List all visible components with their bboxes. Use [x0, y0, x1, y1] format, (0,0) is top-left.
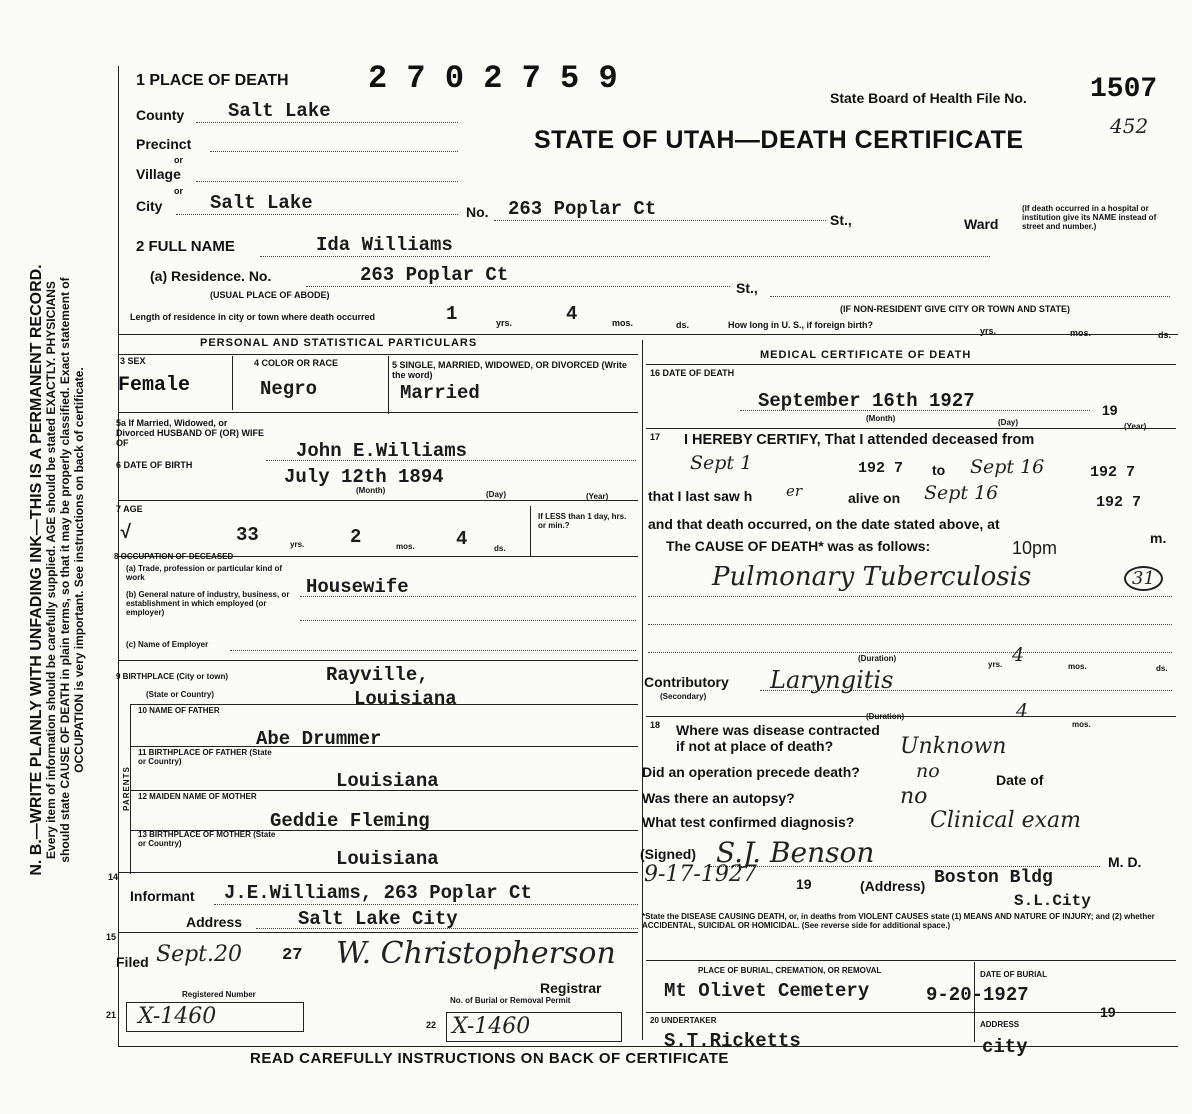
or-text-2: or — [174, 186, 183, 196]
field-number-21: 21 — [106, 1010, 117, 1020]
occupation-line — [300, 596, 636, 597]
personal-heading-line — [118, 354, 638, 355]
line-932 — [118, 932, 638, 933]
informant-line — [214, 904, 638, 905]
cause-label: The CAUSE OF DEATH* was as follows: — [666, 538, 931, 554]
informant-address-line — [256, 928, 638, 929]
duration-1: 4 — [1012, 644, 1025, 666]
precinct-label: Precinct — [136, 136, 192, 152]
spouse-label: 5a If Married, Widowed, or Divorced HUSBAND OF (OR) WIFE OF — [116, 418, 265, 448]
registrar-signature: W. Christopherson — [336, 936, 616, 971]
test-label: What test confirmed diagnosis? — [642, 814, 855, 830]
duration-2: 4 — [1016, 700, 1029, 722]
signature-line — [710, 866, 1100, 867]
sidebar-line-2: Every item of information should be carefully supplied. AGE should be stated EXACTLY. PHYSICIANS — [44, 281, 58, 859]
mos-label: mos. — [612, 318, 634, 328]
burial-place: Mt Olivet Cemetery — [664, 980, 870, 1002]
duration-mos-label: mos. — [1068, 662, 1087, 671]
duration-label-1: (Duration) — [858, 654, 897, 663]
informant-label: Informant — [130, 888, 195, 904]
sex-label: 3 SEX — [120, 356, 146, 366]
parents-label: PARENTS — [121, 766, 131, 811]
section-line-top — [118, 334, 1178, 335]
duration-yrs-label: yrs. — [988, 660, 1003, 669]
informant-address: Salt Lake City — [298, 908, 458, 930]
line-704 — [130, 704, 638, 705]
city-line — [176, 214, 458, 215]
marital-value: Married — [400, 382, 480, 404]
father-value: Abe Drummer — [256, 728, 382, 750]
burial-place-label: PLACE OF BURIAL, CREMATION, OR REMOVAL — [698, 966, 882, 975]
file-number-handwritten: 452 — [1110, 114, 1149, 138]
or-text-1: or — [174, 155, 183, 165]
employer-line — [230, 650, 636, 651]
duration-label-2: (Duration) — [866, 712, 905, 721]
personal-heading: PERSONAL AND STATISTICAL PARTICULARS — [200, 337, 478, 349]
field-number-18: 18 — [650, 720, 661, 730]
operation-value: no — [916, 760, 940, 782]
less-than-day-label: If LESS than 1 day, hrs. or min.? — [538, 512, 627, 530]
contributory-label: Contributory — [644, 674, 729, 690]
registered-number-label: Registered Number — [182, 990, 256, 999]
line-660 — [118, 660, 638, 661]
burial-date-label: DATE OF BURIAL — [980, 970, 1047, 979]
yrs-label: yrs. — [496, 318, 513, 328]
occupation-a-label: (a) Trade, profession or particular kind of work — [126, 564, 283, 582]
autopsy-value: no — [900, 784, 928, 809]
street-value: 263 Poplar Ct — [508, 198, 657, 220]
mother-birthplace-label: 13 BIRTHPLACE OF MOTHER (State or Country) — [138, 830, 276, 848]
ward-note: (If death occurred in a hospital or institution give its NAME instead of street and number.) — [1022, 204, 1157, 231]
dod-month-caption: (Month) — [866, 414, 896, 423]
spouse-line — [266, 460, 636, 461]
center-divider — [642, 340, 643, 1040]
signed-19: 19 — [796, 876, 812, 892]
full-name-line — [260, 256, 990, 257]
divider-age — [530, 506, 531, 556]
undertaker-address: city — [982, 1036, 1028, 1058]
residence-st-label: St., — [736, 280, 758, 296]
street-no-label: No. — [466, 204, 489, 220]
line-960 — [646, 960, 1176, 961]
line-412 — [118, 412, 638, 413]
certificate-number: 2 7 0 2 7 5 9 — [368, 60, 618, 97]
burial-19: 19 — [1100, 1004, 1116, 1020]
where-contracted-label-2: if not at place of death? — [676, 738, 834, 754]
date-of-death-value: September 16th 1927 — [758, 390, 975, 412]
alive-on-label: alive on — [848, 490, 901, 506]
where-contracted-label: Where was disease contracted — [676, 722, 880, 738]
age-years: 33 — [236, 524, 259, 546]
attended-to: Sept 16 — [970, 456, 1045, 478]
birth-state: Louisiana — [354, 688, 457, 710]
mother-birthplace: Louisiana — [336, 848, 439, 870]
birth-city: Rayville, — [326, 664, 429, 686]
undertaker-address-label: ADDRESS — [980, 1020, 1020, 1029]
county-value: Salt Lake — [228, 100, 331, 122]
village-label: Village — [136, 166, 181, 182]
mos-label-2: mos. — [1070, 328, 1092, 338]
last-saw-date: Sept 16 — [924, 482, 999, 504]
occupation-b-label: (b) General nature of industry, business, or establishment in which employed (or employer) — [126, 590, 290, 617]
father-birthplace-label: 11 BIRTHPLACE OF FATHER (State or Country) — [138, 748, 272, 766]
sidebar-line-3: should state CAUSE OF DEATH in plain terms, so that it may be properly classified. Exact statement of — [58, 277, 72, 863]
sidebar-line-4: OCCUPATION is very important. See instructions on back of certificate. — [72, 367, 86, 773]
cause-line-1 — [648, 596, 1172, 597]
contributory-value: Laryngitis — [770, 666, 894, 694]
to-label: to — [932, 462, 946, 478]
residence-label: (a) Residence. No. — [150, 268, 272, 284]
file-no-label: State Board of Health File No. — [830, 90, 1027, 106]
dod-year-caption: (Year) — [1124, 422, 1147, 431]
father-birthplace: Louisiana — [336, 770, 439, 792]
divider-color — [388, 356, 389, 414]
age-ds-label: ds. — [494, 544, 506, 553]
attended-to-year: 192 7 — [1090, 464, 1136, 481]
medical-footnote: *State the DISEASE CAUSING DEATH, or, in deaths from VIOLENT CAUSES state (1) MEANS AND NATURE OF INJURY; and (2) whether ACCIDENTAL, SUICIDAL OR HOMICIDAL. (See reverse side for additional space.) — [642, 912, 1155, 930]
cause-value: Pulmonary Tuberculosis — [712, 562, 1032, 592]
precinct-line — [210, 151, 458, 152]
occupation-label: 8 OCCUPATION OF DECEASED — [114, 552, 234, 561]
age-label: 7 AGE — [116, 504, 143, 514]
duration-ds-label: ds. — [1156, 664, 1168, 673]
full-name-value: Ida Williams — [316, 234, 453, 256]
line-1012 — [646, 1012, 1176, 1013]
father-label: 10 NAME OF FATHER — [138, 706, 220, 715]
medical-heading-line — [646, 364, 1176, 365]
date-of-death-line — [740, 410, 1090, 411]
age-check-mark: √ — [120, 522, 132, 544]
place-of-death-label: 1 PLACE OF DEATH — [136, 72, 289, 89]
registrar-label: Registrar — [540, 980, 602, 996]
date-of-death-19: 19 — [1102, 402, 1118, 418]
attended-from-year: 192 7 — [858, 460, 904, 477]
dob-value: July 12th 1894 — [284, 466, 444, 488]
cause-line-2 — [648, 624, 1172, 625]
dob-year-caption: (Year) — [586, 492, 609, 501]
dob-label: 6 DATE OF BIRTH — [116, 460, 193, 470]
informant-address-label: Address — [186, 914, 243, 930]
color-label: 4 COLOR OR RACE — [254, 358, 339, 368]
file-number: 1507 — [1090, 74, 1158, 105]
attended-from: Sept 1 — [690, 452, 753, 474]
test-value: Clinical exam — [930, 808, 1081, 833]
physician-address: Boston Bldg — [934, 868, 1053, 888]
margin-instructions — [30, 70, 90, 1070]
undertaker-value: S.T.Ricketts — [664, 1030, 801, 1052]
line-428 — [646, 428, 1176, 429]
dob-day-caption: (Day) — [486, 490, 507, 499]
cause-code: 31 — [1124, 566, 1163, 591]
time-of-death: 10pm — [1012, 538, 1058, 558]
undertaker-label: 20 UNDERTAKER — [650, 1016, 717, 1025]
residence-line-2 — [770, 296, 1170, 297]
certify-text: I HEREBY CERTIFY, That I attended deceased from — [684, 432, 1035, 448]
md-label: M. D. — [1108, 854, 1142, 870]
sidebar-line-1: N. B.—WRITE PLAINLY WITH UNFADING INK—THIS IS A PERMANENT RECORD. — [28, 264, 45, 876]
field-number-15: 15 — [106, 932, 117, 942]
field-number-22: 22 — [426, 1020, 437, 1030]
usual-abode-label: (USUAL PLACE OF ABODE) — [210, 290, 330, 300]
filed-date: Sept.20 — [156, 942, 243, 967]
medical-heading: MEDICAL CERTIFICATE OF DEATH — [760, 349, 972, 361]
ds-label: ds. — [676, 320, 690, 330]
field-number-17: 17 — [650, 432, 661, 442]
line-716 — [646, 716, 1176, 717]
county-line — [196, 122, 458, 123]
yrs-label-2: yrs. — [980, 326, 997, 336]
residence-months: 4 — [566, 303, 578, 325]
birthplace-label: 9 BIRTHPLACE (City or town) — [116, 672, 228, 681]
duration-mos-label-2: mos. — [1072, 720, 1091, 729]
permit-label: No. of Burial or Removal Permit — [450, 996, 571, 1005]
filed-year: 27 — [282, 946, 303, 965]
village-line — [196, 181, 458, 182]
dob-month-caption: (Month) — [356, 486, 386, 495]
county-label: County — [136, 107, 185, 123]
nonresident-note: (IF NON-RESIDENT GIVE CITY OR TOWN AND STATE) — [840, 304, 1071, 314]
length-residence-label: Length of residence in city or town where death occurred — [130, 312, 376, 322]
autopsy-label: Was there an autopsy? — [642, 790, 795, 806]
ward-label: Ward — [964, 216, 999, 232]
operation-label: Did an operation precede death? — [642, 764, 860, 780]
physician-address-2: S.L.City — [1014, 892, 1091, 910]
last-saw-label: that I last saw h — [648, 488, 753, 504]
mother-label: 12 MAIDEN NAME OF MOTHER — [138, 792, 257, 801]
last-saw-her: er — [786, 482, 803, 500]
contributory-line — [760, 690, 1172, 691]
divider-sex — [232, 356, 233, 410]
sex-value: Female — [118, 374, 191, 397]
line-872 — [118, 872, 638, 873]
residence-line — [306, 286, 730, 287]
residence-value: 263 Poplar Ct — [360, 264, 509, 286]
spouse-value: John E.Williams — [296, 440, 468, 462]
age-yrs-label: yrs. — [290, 540, 305, 549]
dod-day-caption: (Day) — [998, 418, 1019, 427]
informant-value: J.E.Williams, 263 Poplar Ct — [224, 882, 532, 904]
physician-address-label: (Address) — [860, 878, 926, 894]
date-of-death-label: 16 DATE OF DEATH — [650, 368, 735, 378]
us-residence-label: How long in U. S., if foreign birth? — [728, 320, 873, 330]
occupation-value: Housewife — [306, 576, 409, 598]
certificate-title: STATE OF UTAH—DEATH CERTIFICATE — [534, 126, 1024, 154]
age-months: 2 — [350, 526, 362, 548]
field-number-14: 14 — [108, 872, 119, 882]
employer-label: (c) Name of Employer — [126, 640, 209, 649]
st-label: St., — [830, 212, 852, 228]
ds-label-2: ds. — [1158, 330, 1172, 340]
street-line — [494, 220, 826, 221]
line-746 — [130, 746, 638, 747]
city-value: Salt Lake — [210, 192, 313, 214]
line-790 — [130, 790, 638, 791]
footer-instructions: READ CAREFULLY INSTRUCTIONS ON BACK OF CERTIFICATE — [250, 1050, 729, 1067]
full-name-label: 2 FULL NAME — [136, 238, 235, 255]
last-saw-year: 192 7 — [1096, 494, 1142, 511]
line-500 — [118, 500, 638, 501]
marital-label: 5 SINGLE, MARRIED, WIDOWED, OR DIVORCED (Write the word) — [392, 360, 627, 380]
where-contracted: Unknown — [900, 734, 1007, 759]
signed-label: (Signed) — [640, 846, 696, 862]
signed-date: 9-17-1927 — [644, 862, 757, 887]
filed-label: Filed — [116, 954, 149, 970]
operation-date-label: Date of — [996, 772, 1044, 788]
age-mos-label: mos. — [396, 542, 415, 551]
residence-years: 1 — [446, 303, 458, 325]
color-value: Negro — [260, 378, 318, 400]
birth-state-label: (State or Country) — [146, 690, 214, 699]
occupation-b-line — [300, 620, 636, 621]
age-days: 4 — [456, 528, 468, 550]
m-label: m. — [1150, 530, 1167, 546]
death-occurred-label: and that death occurred, on the date stated above, at — [648, 516, 1000, 532]
mother-value: Geddie Fleming — [270, 810, 430, 832]
city-label: City — [136, 198, 163, 214]
burial-date: 9-20-1927 — [926, 984, 1029, 1006]
secondary-label: (Secondary) — [660, 692, 707, 701]
cause-line-3 — [648, 652, 1172, 653]
permit-number: X-1460 — [452, 1014, 531, 1039]
physician-signature: S.J. Benson — [716, 836, 875, 869]
registered-number: X-1460 — [138, 1004, 217, 1029]
